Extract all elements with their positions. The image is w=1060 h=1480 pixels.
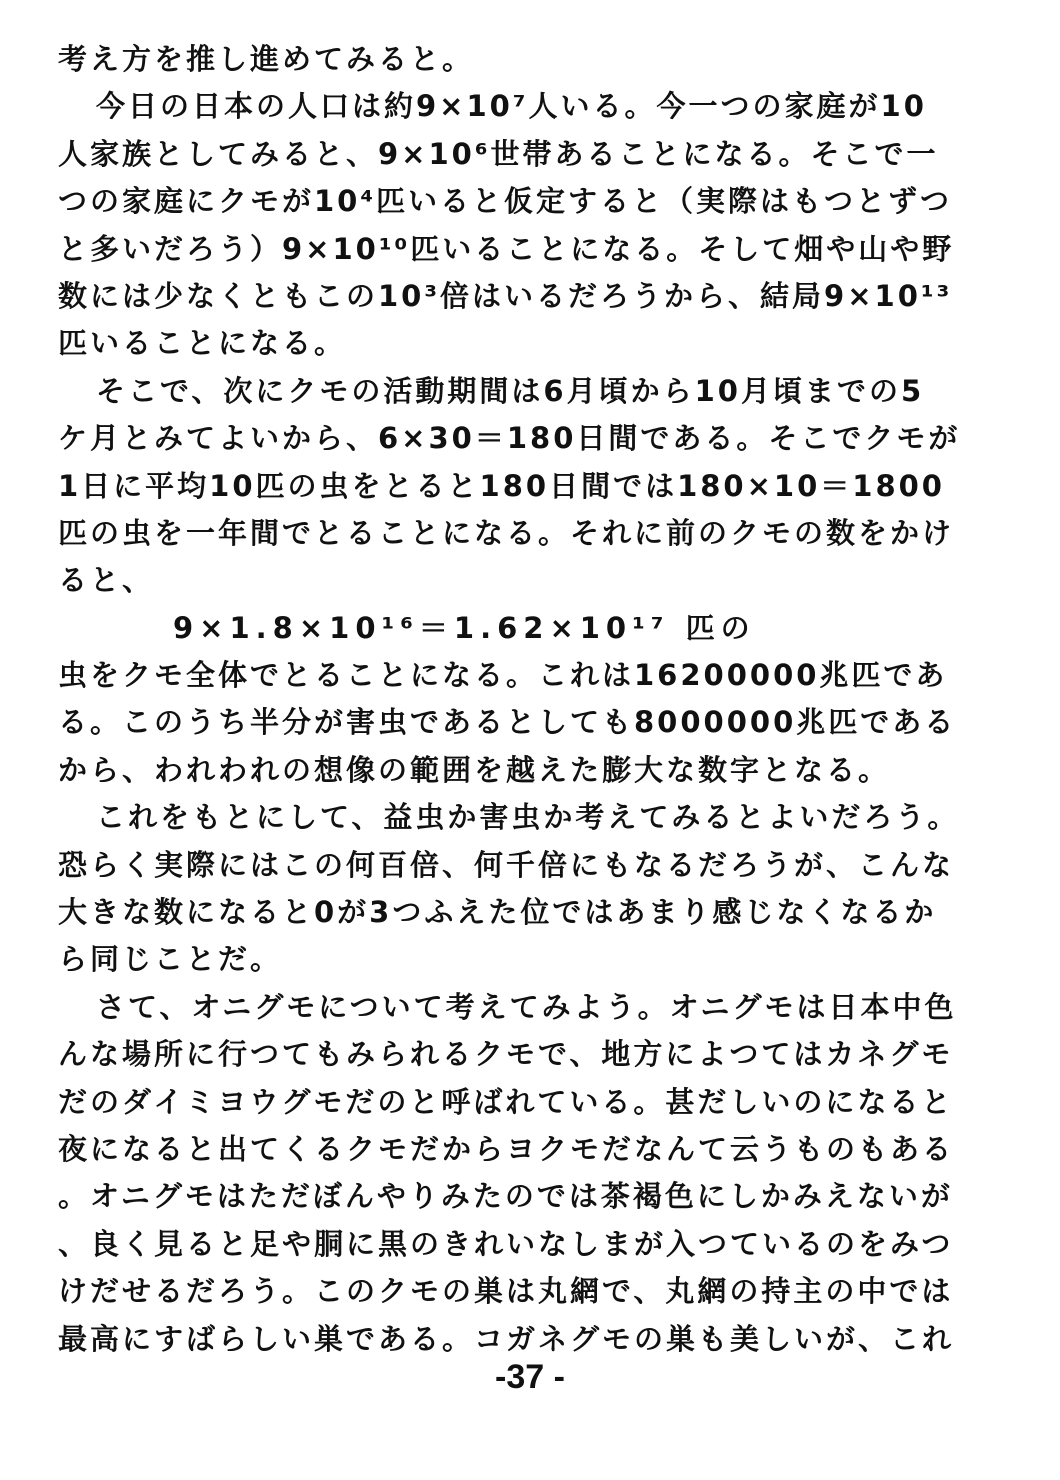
text-line: 1日に平均10匹の虫をとると180日間では180×10＝1800 <box>58 468 945 503</box>
text-line: ると、 <box>58 563 155 598</box>
text-line: 匹いることになる。 <box>58 326 347 361</box>
text-line: と多いだろう）9×10¹⁰匹いることになる。そして畑や山や野 <box>58 231 955 266</box>
page-number: -37 - <box>495 1358 565 1396</box>
text-line: 夜になると出てくるクモだからヨクモだなんて云うものもある <box>58 1131 955 1166</box>
text-line: だのダイミヨウグモだのと呼ばれている。甚だしいのになると <box>58 1084 954 1119</box>
text-line: 恐らく実際にはこの何百倍、何千倍にもなるだろうが、こんな <box>58 847 955 882</box>
text-line: けだせるだろう。このクモの巣は丸網で、丸網の持主の中では <box>58 1274 954 1309</box>
text-line: これをもとにして、益虫か害虫か考えてみるとよいだろう。 <box>96 800 960 835</box>
text-line: ら同じことだ。 <box>58 942 283 977</box>
text-line: る。このうち半分が害虫であるとしても8000000兆匹である <box>58 705 957 740</box>
text-line: 最高にすばらしい巣である。コガネグモの巣も美しいが、これ <box>58 1321 955 1356</box>
text-line: 人家族としてみると、9×10⁶世帯あることになる。そこで一 <box>58 136 939 171</box>
text-line: そこで、次にクモの活動期間は6月頃から10月頃までの5 <box>96 373 925 408</box>
text-line: から、われわれの想像の範囲を越えた膨大な数字となる。 <box>58 752 891 787</box>
text-line: つの家庭にクモが10⁴匹いると仮定すると（実際はもつとずつ <box>58 184 953 219</box>
text-line: さて、オニグモについて考えてみよう。オニグモは日本中色 <box>96 989 957 1024</box>
text-line: んな場所に行つてもみられるクモで、地方によつてはカネグモ <box>58 1037 954 1072</box>
text-line: 今日の日本の人口は約9×10⁷人いる。今一つの家庭が10 <box>96 89 927 124</box>
text-line: 数には少なくともこの10³倍はいるだろうから、結局9×10¹³ <box>58 278 953 313</box>
text-line: 考え方を推し進めてみると。 <box>58 42 475 76</box>
text-line: ケ月とみてよいから、6×30＝180日間である。そこでクモが <box>58 421 961 456</box>
formula-line: 9×1.8×10¹⁶＝1.62×10¹⁷ 匹の <box>173 610 756 645</box>
text-line: 。オニグモはただぼんやりみたのでは茶褐色にしかみえないが <box>58 1179 953 1214</box>
text-line: 匹の虫を一年間でとることになる。それに前のクモの数をかけ <box>58 515 955 550</box>
text-line: 虫をクモ全体でとることになる。これは16200000兆匹であ <box>58 658 948 693</box>
text-line: 、良く見ると足や胴に黒のきれいなしまが入つているのをみつ <box>58 1226 954 1261</box>
text-line: 大きな数になると0が3つふえた位ではあまり感じなくなるか <box>58 895 937 930</box>
body-text <box>58 36 998 1363</box>
